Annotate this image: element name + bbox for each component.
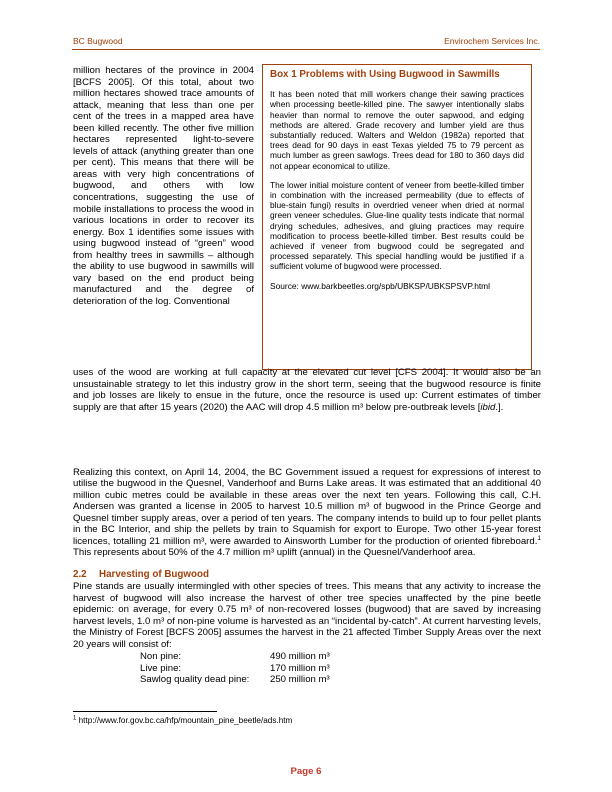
footnote-marker: 1 xyxy=(537,534,541,542)
context-text: Realizing this context, on April 14, 2004, the BC Government issued a request for expressions of interest to utilise the bugwood in the Quesnel, Vanderhoof and Burns Lake areas. It was estimated that an additional 40 million cubic metres could be available in these areas over the next ten years. Following this call, C.H. Andersen was granted a license in 2005 to harvest 10.5 million m³ of bugwood in the Prince George and Quesnel timber supply areas, over a period of ten years. The company intends to build up to four pellet plants in the BC Interior, and ship the pellets by train to Squamish for export to Europe. Two other 15-year forest licences, totalling 21 million m³, were awarded to Ainsworth Lumber for the production of oriented fibreboard. xyxy=(73,466,541,547)
sidebar-box xyxy=(262,64,532,370)
box-source: Source: www.barkbeetles.org/spb/UBKSP/UBKSPSVP.html xyxy=(270,280,491,291)
continuation-paragraph xyxy=(73,367,541,423)
page-number: Page 6 xyxy=(290,766,322,777)
context-tail: This represents about 50% of the 4.7 million m³ uplift (annual) in the Quesnel/Vanderhoof area. xyxy=(73,547,476,559)
continuation-tail: .]. xyxy=(495,401,504,413)
harvest-paragraph xyxy=(73,581,541,650)
box-title: Box 1 Problems with Using Bugwood in Sawmills xyxy=(270,69,500,80)
context-paragraph xyxy=(73,457,541,569)
header-divider xyxy=(72,49,540,50)
section-number: 2.2 xyxy=(73,569,87,580)
intro-text: million hectares of the province in 2004 [BCFS 2005]. Of this total, about two million hectares showed trace amounts of attack, meaning that less than one per cent of the trees in a mapped area have been killed recently. The other five million hectares represented light-to-severe levels of attack (anything greater than one per cent). This means that there will be areas with very high concentrations of bugwood, and others with low concentrations, suggesting the use of mobile installations to process the wood in various locations in order to recover its energy. Box 1 identifies some issues with using bugwood instead of “green” wood from healthy trees in sawmills – although the ability to use bugwood in sawmills will vary based on the end product being manufactured and the degree of deterioration of the log. Conventional xyxy=(73,65,254,307)
harvest-text: Pine stands are usually intermingled with other species of trees. This means that any activity to increase the harvest of bugwood will also increase the harvest of other tree species unaffected by the pine beetle epidemic: on average, for every 0.75 m³ of non-recovered losses (bugwood) that are saved by increasing harvest levels, 1.0 m³ of non-pine volume is harvested as an “incidental by-catch”. At current harvesting levels, the Ministry of Forest [BCFS 2005] assumes the harvest in the 21 affected Timber Supply Areas over the next 20 years will consist of: xyxy=(73,581,541,650)
footnote-number: 1 xyxy=(73,715,77,722)
section-title: Harvesting of Bugwood xyxy=(99,569,209,580)
table-row xyxy=(140,651,330,663)
table-value: 490 million m³ xyxy=(270,651,330,662)
header-title: BC Bugwood xyxy=(73,36,123,46)
table-value: 250 million m³ xyxy=(270,674,330,686)
section-heading xyxy=(73,569,209,580)
table-value: 170 million m³ xyxy=(270,662,330,674)
footnote-link[interactable]: http://www.for.gov.bc.ca/hfp/mountain_pine_beetle/ads.htm xyxy=(76,716,293,725)
footnote-divider xyxy=(73,711,217,712)
footnote xyxy=(73,716,292,725)
header-company: Envirochem Services Inc. xyxy=(444,36,540,46)
table-label: Non pine: xyxy=(140,651,182,662)
ibid-citation: ibid xyxy=(480,401,496,413)
box-paragraph-1: It has been noted that mill workers change their sawing practices when processing beetle-killed pine. The sawyer intentionally slabs heavier than normal to remove the outer sapwood, and edging methods are altered. Grade recovery and lumber yield are thus substantially reduced. Walters and Weldon (1982a) reported that trees dead for 90 days in east Texas yielded 75 to 79 percent as much lumber as green sawlogs. Trees dead for 180 to 360 days did not appear economical to utilize. xyxy=(270,89,524,171)
box-paragraph-2: The lower initial moisture content of veneer from beetle-killed timber in combination with the increased permeability (due to effects of blue-stain fungi) results in overdried veneer when dried at normal green veneer schedules. Glue-line quality tests indicate that normal drying schedules, adhesives, and gluing practices may require modification to process beetle-killed timber. Best results could be achieved if veneer from bugwood could be segregated and processed separately. This special handling would be justified if a sufficient volume of bugwood were processed. xyxy=(270,179,524,272)
table-row xyxy=(140,674,330,686)
continuation-text: uses of the wood are working at full capacity at the elevated cut level [CFS 2004]. It would also be an unsustainable strategy to let this industry grow in the short term, seeing that the bugwood resource is finite and job losses are likely to ensue in the future, once the resource is used up: Current estimates of timber supply are that after 15 years (2020) the AAC will drop 4.5 million m³ below pre-outbreak levels [ xyxy=(73,367,541,413)
table-label: Sawlog quality dead pine: xyxy=(140,674,250,686)
harvest-table xyxy=(140,651,330,686)
intro-paragraph xyxy=(73,65,254,307)
table-row xyxy=(140,663,330,675)
table-label: Live pine: xyxy=(140,662,182,674)
